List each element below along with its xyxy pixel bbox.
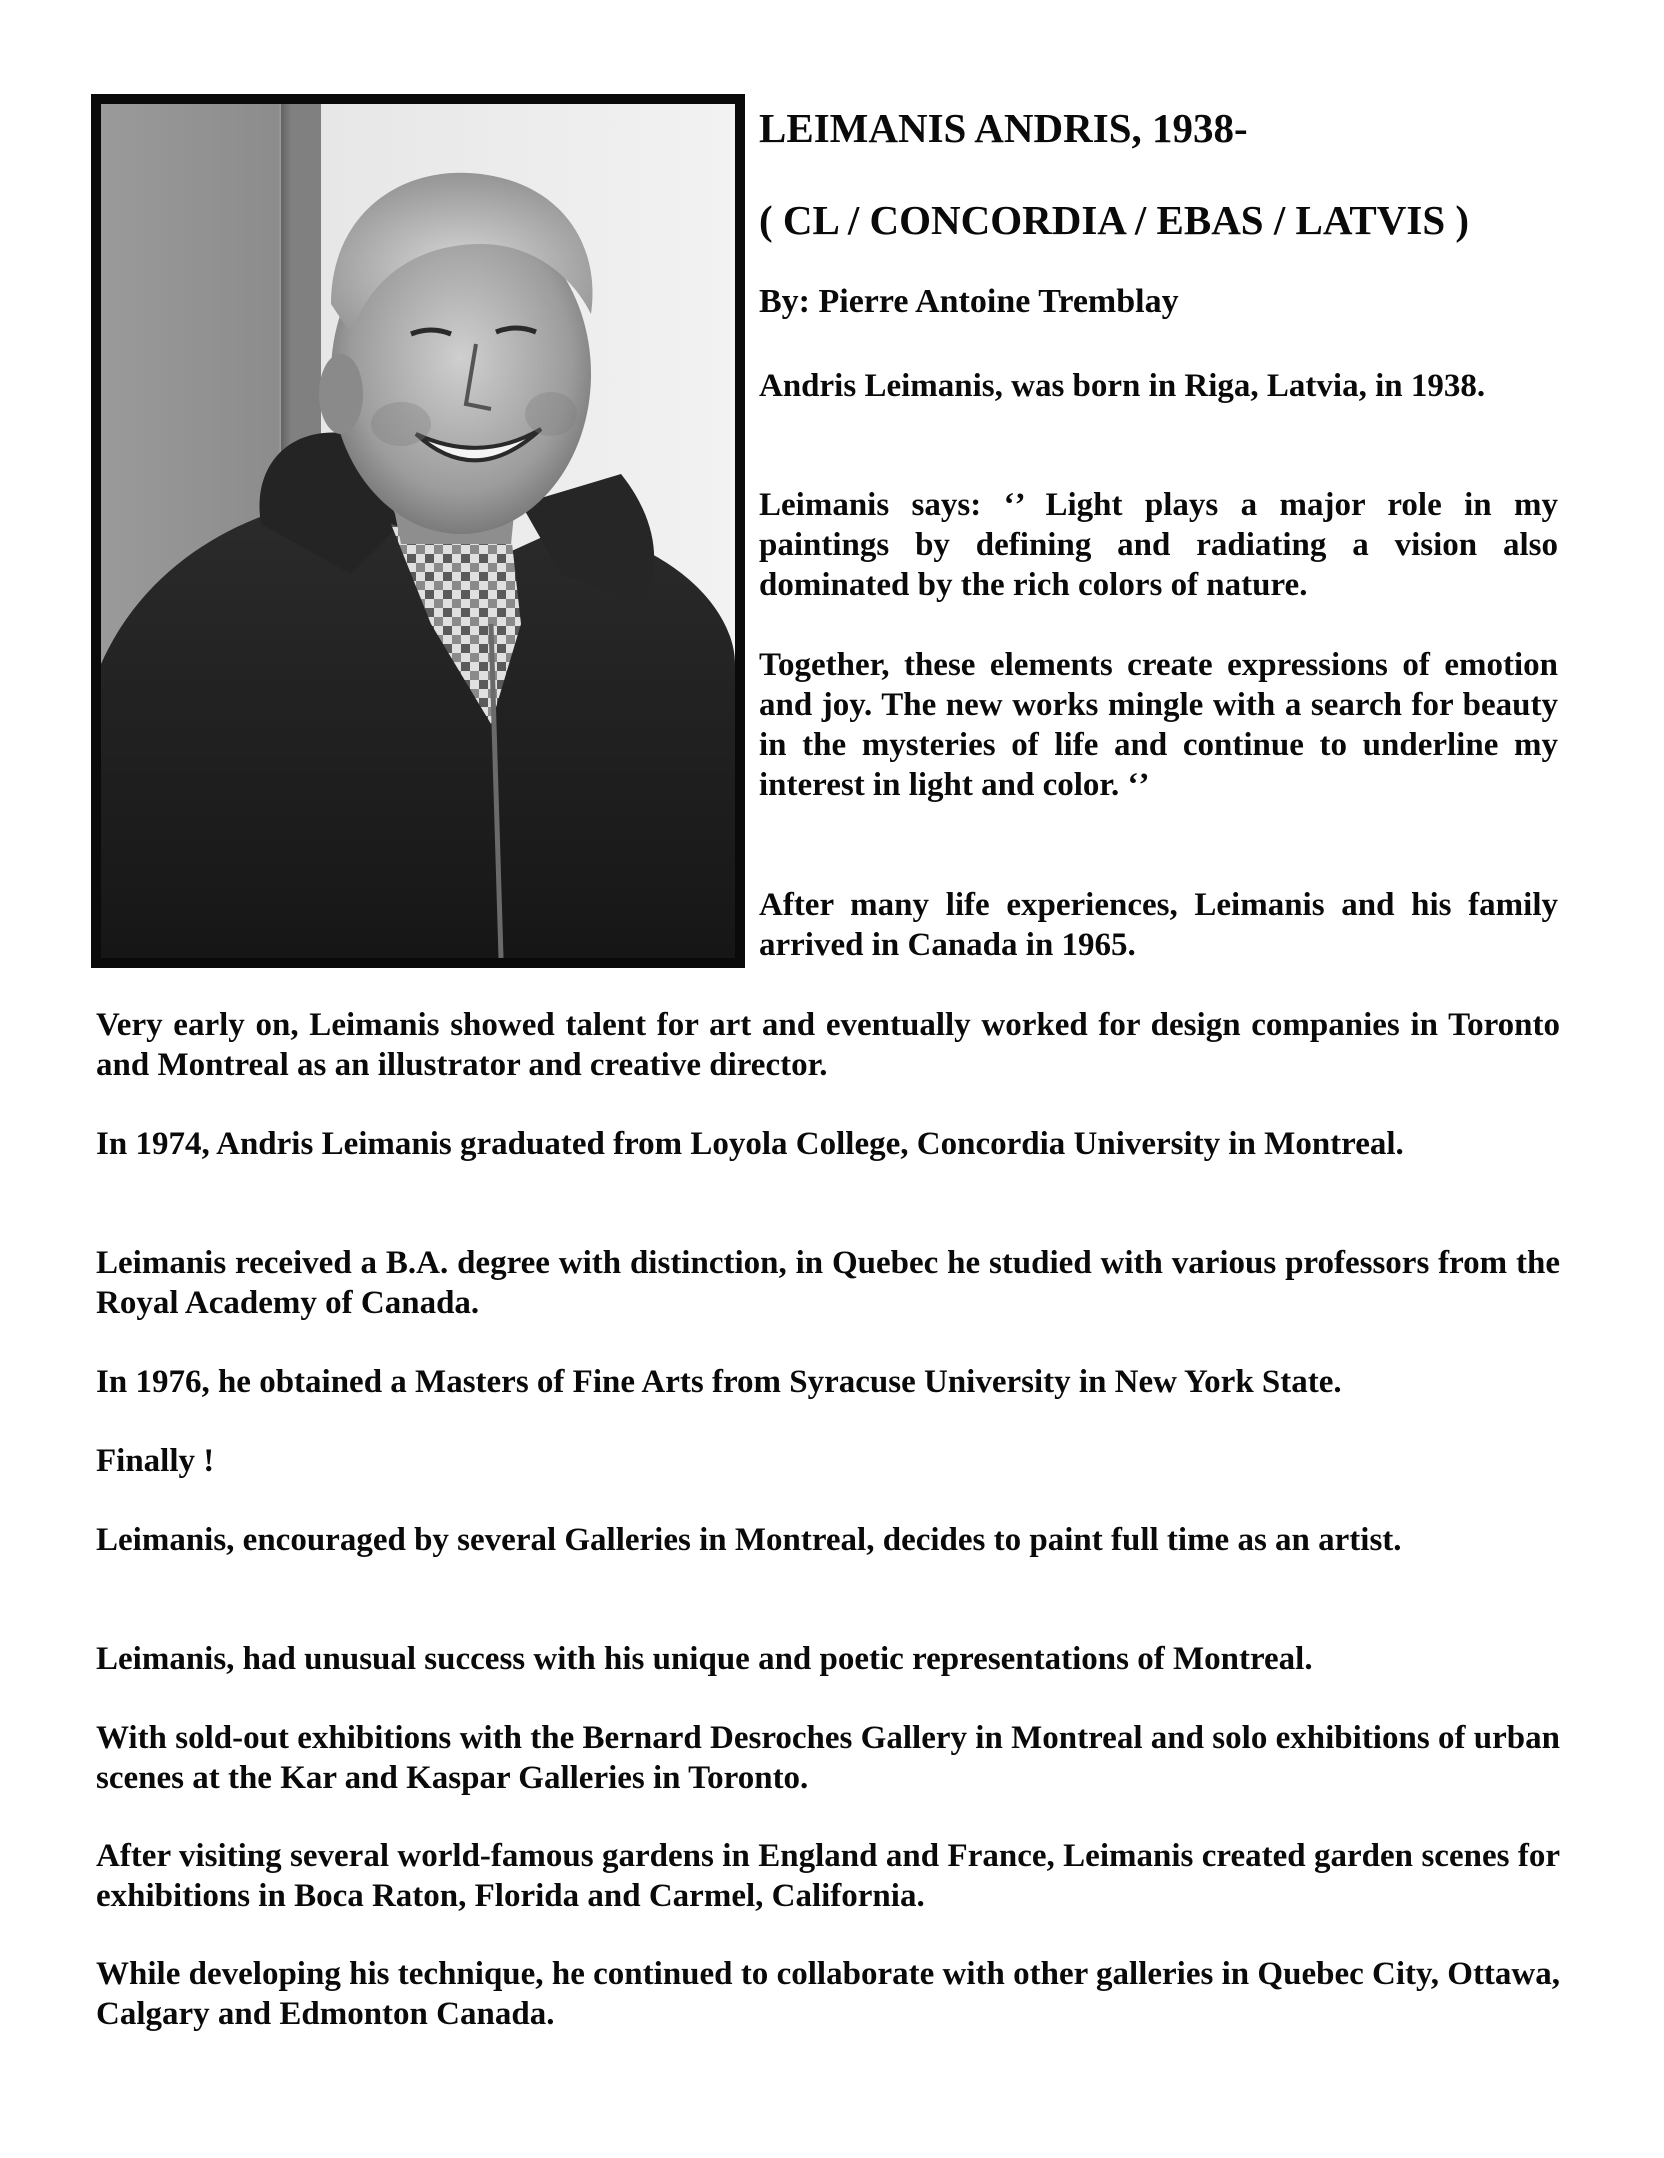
portrait-photo-icon	[101, 104, 735, 958]
paragraph-quote-light: Leimanis says: ‘’ Light plays a major role in my paintings by defining and radiating a vision also dominated by the rich colors of nature.	[759, 487, 1558, 603]
portrait-photo	[91, 94, 745, 968]
paragraph-masters: In 1976, he obtained a Masters of Fine Arts from Syracuse University in New York State.	[96, 1364, 1342, 1400]
paragraph-ba-degree: Leimanis received a B.A. degree with distinction, in Quebec he studied with various professors from the Royal Academy of Canada.	[96, 1245, 1560, 1321]
paragraph-exhibitions: With sold-out exhibitions with the Bernard Desroches Gallery in Montreal and solo exhibitions of urban scenes at the Kar and Kaspar Galleries in Toronto.	[96, 1720, 1560, 1796]
document-subtitle: ( CL / CONCORDIA / EBAS / LATVIS )	[759, 197, 1470, 243]
paragraph-gardens: After visiting several world-famous gardens in England and France, Leimanis created garden scenes for exhibitions in Boca Raton, Florida and Carmel, California.	[96, 1838, 1560, 1914]
paragraph-full-time: Leimanis, encouraged by several Galleries in Montreal, decides to paint full time as an artist.	[96, 1522, 1402, 1558]
paragraph-collaborate: While developing his technique, he continued to collaborate with other galleries in Quebec City, Ottawa, Calgary and Edmonton Canada.	[96, 1956, 1560, 2032]
paragraph-quote-emotion: Together, these elements create expressions of emotion and joy. The new works mingle with a search for beauty in the mysteries of life and continue to underline my interest in light and color. ‘’	[759, 647, 1558, 803]
paragraph-finally: Finally !	[96, 1443, 215, 1479]
paragraph-early-talent: Very early on, Leimanis showed talent for art and eventually worked for design companies in Toronto and Montreal as an illustrator and creative director.	[96, 1007, 1560, 1083]
paragraph-birth: Andris Leimanis, was born in Riga, Latvia, in 1938.	[759, 368, 1486, 404]
document-title: LEIMANIS ANDRIS, 1938-	[759, 105, 1248, 151]
author-byline: By: Pierre Antoine Tremblay	[759, 283, 1179, 320]
paragraph-success: Leimanis, had unusual success with his unique and poetic representations of Montreal.	[96, 1641, 1313, 1677]
paragraph-loyola: In 1974, Andris Leimanis graduated from Loyola College, Concordia University in Montreal.	[96, 1126, 1404, 1162]
paragraph-arrival-canada: After many life experiences, Leimanis and his family arrived in Canada in 1965.	[759, 887, 1558, 963]
